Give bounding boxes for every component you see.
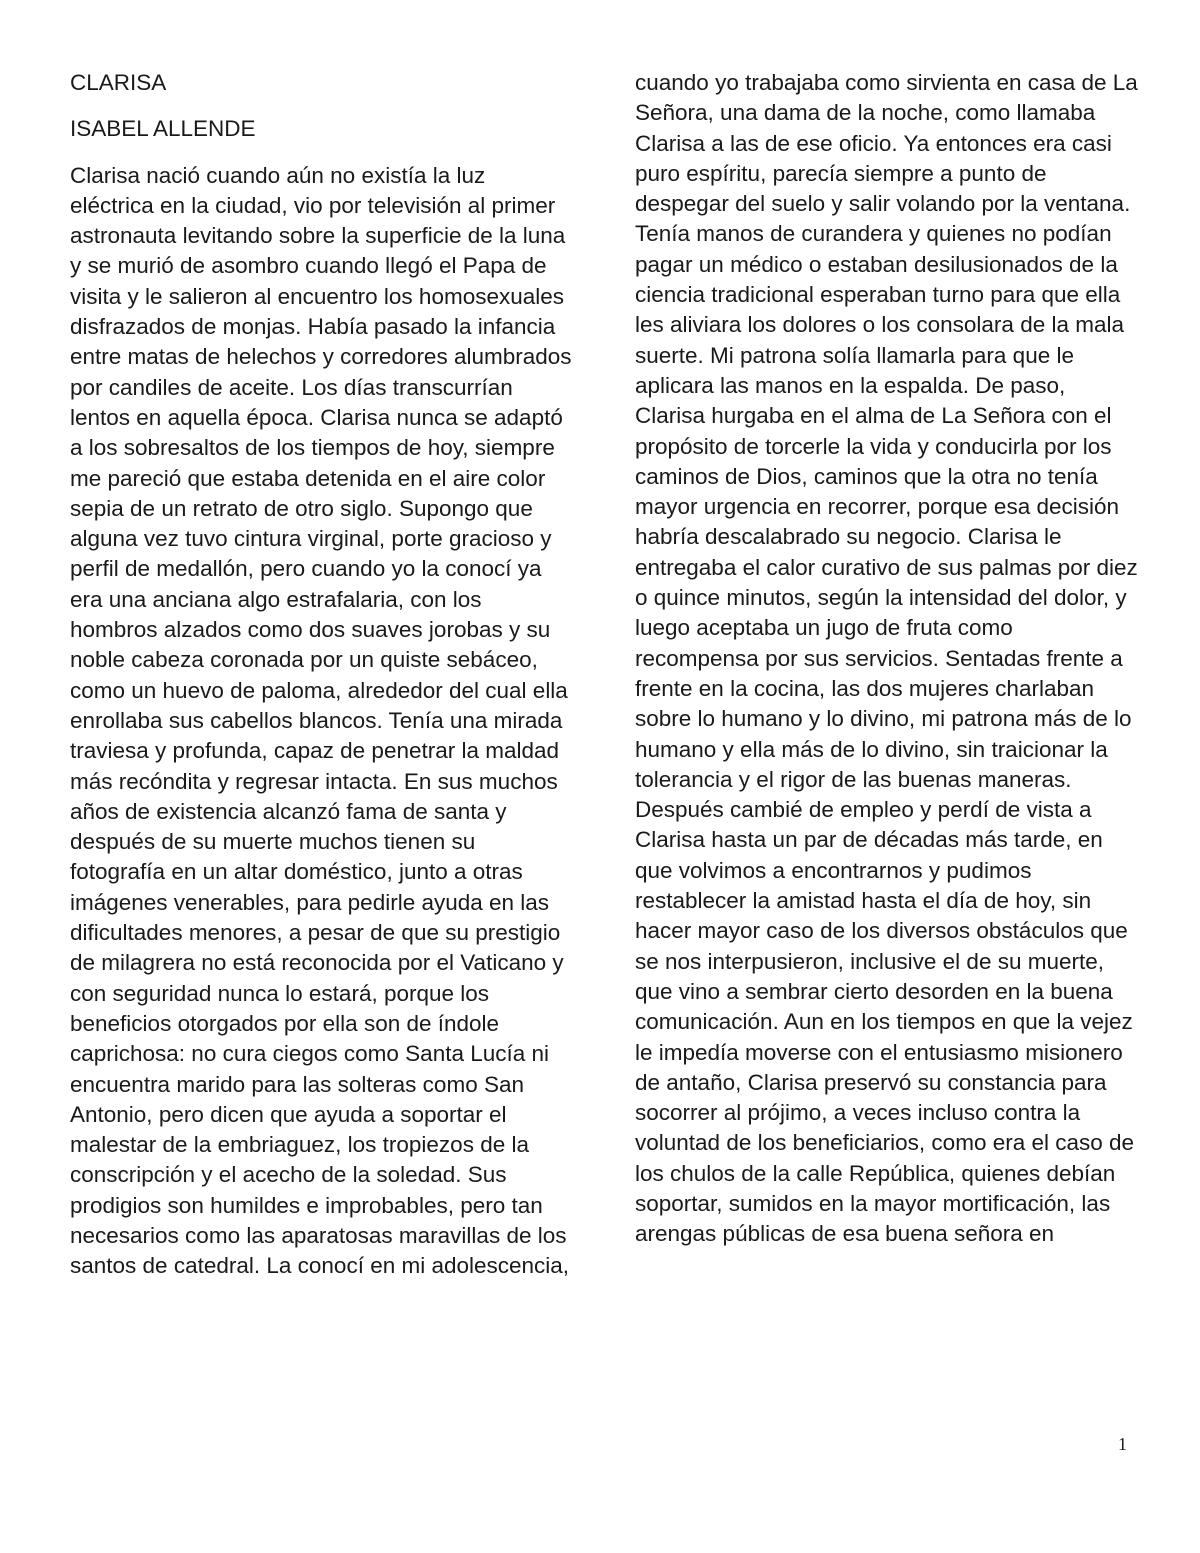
page-number: 1 xyxy=(1118,1434,1127,1454)
right-column-body-text: cuando yo trabajaba como sirvienta en casa de La Señora, una dama de la noche, como llamaba Clarisa a las de ese oficio. Ya entonces era casi puro espíritu, parecía siempre a punto de despegar del suelo y salir volando por la ventana. Tenía manos de curandera y quienes no podían pagar un médico o estaban desilusionados de la ciencia tradicional esperaban turno para que ella les aliviara los dolores o los consolara de la mala suerte. Mi patrona solía llamarla para que le aplicara las manos en la espalda. De paso, Clarisa hurgaba en el alma de La Señora con el propósito de torcerle la vida y conducirla por los caminos de Dios, caminos que la otra no tenía mayor urgencia en recorrer, porque esa decisión habría descalabrado su negocio. Clarisa le entregaba el calor curativo de sus palmas por diez o quince minutos, según la intensidad del dolor, y luego aceptaba un jugo de fruta como recompensa por sus servicios. Sentadas frente a frente en la cocina, las dos mujeres charlaban sobre lo humano y lo divino, mi patrona más de lo humano y ella más de lo divino, sin traicionar la tolerancia y el rigor de las buenas maneras. Después cambié de empleo y perdí de vista a Clarisa hasta un par de décadas más tarde, en que volvimos a encontrarnos y pudimos restablecer la amistad hasta el día de hoy, sin hacer mayor caso de los diversos obstáculos que se nos interpusieron, inclusive el de su muerte, que vino a sembrar cierto desorden en la buena comunicación. Aun en los tiempos en que la vejez le impedía moverse con el entusiasmo misionero de antaño, Clarisa preservó su constancia para socorrer al prójimo, a veces incluso contra la voluntad de los beneficiarios, como era el caso de los chulos de la calle República, quienes debían soportar, sumidos en la mayor mortificación, las arengas públicas de esa buena señora en xyxy=(635,70,1138,1247)
story-author: ISABEL ALLENDE xyxy=(70,116,256,142)
left-column-body-text: Clarisa nació cuando aún no existía la luz eléctrica en la ciudad, vio por televisión al primer astronauta levitando sobre la superficie de la luna y se murió de asombro cuando llegó el Papa de visita y le salieron al encuentro los homosexuales disfrazados de monjas. Había pasado la infancia entre matas de helechos y corredores alumbrados por candiles de aceite. Los días transcurrían lentos en aquella época. Clarisa nunca se adaptó a los sobresaltos de los tiempos de hoy, siempre me pareció que estaba detenida en el aire color sepia de un retrato de otro siglo. Supongo que alguna vez tuvo cintura virginal, porte gracioso y perfil de medallón, pero cuando yo la conocí ya era una anciana algo estrafalaria, con los hombros alzados como dos suaves jorobas y su noble cabeza coronada por un quiste sebáceo, como un huevo de paloma, alrededor del cual ella enrollaba sus cabellos blancos. Tenía una mirada traviesa y profunda, capaz de penetrar la maldad más recóndita y regresar intacta. En sus muchos años de existencia alcanzó fama de santa y después de su muerte muchos tienen su fotografía en un altar doméstico, junto a otras imágenes venerables, para pedirle ayuda en las dificultades menores, a pesar de que su prestigio de milagrera no está reconocida por el Vaticano y con seguridad nunca lo estará, porque los beneficios otorgados por ella son de índole caprichosa: no cura ciegos como Santa Lucía ni encuentra marido para las solteras como San Antonio, pero dicen que ayuda a soportar el malestar de la embriaguez, los tropiezos de la conscripción y el acecho de la soledad. Sus prodigios son humildes e improbables, pero tan necesarios como las aparatosas maravillas de los santos de catedral. La conocí en mi adolescencia, xyxy=(70,162,572,1279)
story-title: CLARISA xyxy=(70,70,167,95)
left-column xyxy=(70,68,575,1282)
right-column xyxy=(635,68,1140,1250)
